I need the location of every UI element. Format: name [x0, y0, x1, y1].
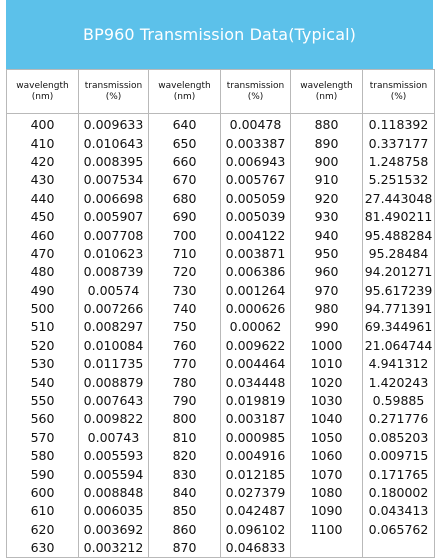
table-row: [7, 484, 435, 502]
transmission-cell: 0.011735: [79, 355, 149, 373]
column-header-label: wavelength: [16, 80, 69, 91]
wavelength-cell: 400: [7, 114, 79, 135]
table-title-bar: [6, 0, 433, 69]
transmission-cell: 0.00743: [79, 429, 149, 447]
transmission-table: [6, 69, 435, 558]
wavelength-cell: 510: [7, 318, 79, 336]
wavelength-cell: 950: [291, 245, 363, 263]
transmission-cell: 0.337177: [363, 134, 435, 152]
column-header-unit: (%): [105, 91, 122, 102]
wavelength-cell: 640: [149, 114, 221, 135]
wavelength-cell: 870: [149, 539, 221, 558]
transmission-cell: 0.042487: [221, 502, 291, 520]
transmission-cell: 0.005907: [79, 208, 149, 226]
wavelength-cell: 970: [291, 282, 363, 300]
wavelength-cell: 730: [149, 282, 221, 300]
wavelength-cell: 660: [149, 153, 221, 171]
transmission-cell: 94.201271: [363, 263, 435, 281]
transmission-cell: 0.000626: [221, 300, 291, 318]
table-row: [7, 539, 435, 558]
wavelength-cell: 410: [7, 134, 79, 152]
transmission-cell: 0.005593: [79, 447, 149, 465]
wavelength-cell: 1020: [291, 373, 363, 391]
table-row: [7, 447, 435, 465]
transmission-cell: 0.001264: [221, 282, 291, 300]
column-header-label: transmission: [226, 80, 285, 91]
wavelength-cell: 820: [149, 447, 221, 465]
wavelength-cell: 1100: [291, 521, 363, 539]
table-row: [7, 171, 435, 189]
transmission-cell: 0.027379: [221, 484, 291, 502]
table-row: [7, 429, 435, 447]
wavelength-cell: 600: [7, 484, 79, 502]
transmission-cell: 1.420243: [363, 373, 435, 391]
table-row: [7, 502, 435, 520]
wavelength-cell: 800: [149, 410, 221, 428]
transmission-cell: 95.28484: [363, 245, 435, 263]
transmission-cell: 0.008395: [79, 153, 149, 171]
table-row: [7, 153, 435, 171]
transmission-cell: 0.006386: [221, 263, 291, 281]
transmission-cell: 0.007643: [79, 392, 149, 410]
transmission-cell: 21.064744: [363, 337, 435, 355]
transmission-cell: 0.009715: [363, 447, 435, 465]
wavelength-cell: 960: [291, 263, 363, 281]
wavelength-cell: 520: [7, 337, 79, 355]
transmission-cell: 81.490211: [363, 208, 435, 226]
column-header-unit: (%): [390, 91, 407, 102]
wavelength-cell: 810: [149, 429, 221, 447]
table-body: [7, 114, 435, 558]
transmission-cell: 0.008739: [79, 263, 149, 281]
column-header-label: wavelength: [158, 80, 211, 91]
transmission-cell: 94.771391: [363, 300, 435, 318]
wavelength-cell: 560: [7, 410, 79, 428]
transmission-cell: 0.118392: [363, 114, 435, 135]
transmission-cell: 5.251532: [363, 171, 435, 189]
transmission-cell: 0.012185: [221, 465, 291, 483]
wavelength-cell: 1060: [291, 447, 363, 465]
column-header-unit: (nm): [173, 91, 196, 102]
table-row: [7, 410, 435, 428]
transmission-cell: 0.043413: [363, 502, 435, 520]
wavelength-cell: 740: [149, 300, 221, 318]
table-row: [7, 465, 435, 483]
transmission-cell: 0.171765: [363, 465, 435, 483]
transmission-cell: 0.005059: [221, 190, 291, 208]
wavelength-cell: [291, 539, 363, 558]
transmission-cell: 0.010623: [79, 245, 149, 263]
transmission-cell: 0.096102: [221, 521, 291, 539]
wavelength-cell: 530: [7, 355, 79, 373]
transmission-cell: 0.085203: [363, 429, 435, 447]
transmission-cell: 0.00574: [79, 282, 149, 300]
wavelength-cell: 670: [149, 171, 221, 189]
wavelength-cell: 770: [149, 355, 221, 373]
wavelength-cell: 720: [149, 263, 221, 281]
wavelength-cell: 890: [291, 134, 363, 152]
wavelength-cell: 430: [7, 171, 79, 189]
wavelength-cell: 710: [149, 245, 221, 263]
wavelength-cell: 490: [7, 282, 79, 300]
column-header-label: transmission: [84, 80, 143, 91]
transmission-cell: 0.006698: [79, 190, 149, 208]
table-row: [7, 226, 435, 244]
wavelength-cell: 610: [7, 502, 79, 520]
wavelength-cell: 1050: [291, 429, 363, 447]
column-header-label: wavelength: [300, 80, 353, 91]
data-sheet: [6, 0, 433, 558]
transmission-cell: 0.003387: [221, 134, 291, 152]
transmission-cell: 0.046833: [221, 539, 291, 558]
transmission-cell: 4.941312: [363, 355, 435, 373]
transmission-cell: 0.010643: [79, 134, 149, 152]
wavelength-cell: 850: [149, 502, 221, 520]
transmission-cell: 0.003871: [221, 245, 291, 263]
wavelength-cell: 900: [291, 153, 363, 171]
transmission-cell: 95.488284: [363, 226, 435, 244]
transmission-cell: 0.000985: [221, 429, 291, 447]
wavelength-cell: 650: [149, 134, 221, 152]
wavelength-cell: 570: [7, 429, 79, 447]
transmission-cell: 27.443048: [363, 190, 435, 208]
transmission-cell: 0.003212: [79, 539, 149, 558]
wavelength-cell: 1090: [291, 502, 363, 520]
column-header-unit: (nm): [31, 91, 54, 102]
wavelength-cell: 450: [7, 208, 79, 226]
transmission-cell: 0.007708: [79, 226, 149, 244]
table-row: [7, 134, 435, 152]
wavelength-cell: 980: [291, 300, 363, 318]
table-row: [7, 318, 435, 336]
transmission-cell: 0.004464: [221, 355, 291, 373]
table-row: [7, 190, 435, 208]
column-header-wavelength: [291, 70, 363, 114]
table-title: BP960 Transmission Data(Typical): [83, 25, 356, 44]
transmission-cell: 0.180002: [363, 484, 435, 502]
wavelength-cell: 750: [149, 318, 221, 336]
transmission-cell: 0.006943: [221, 153, 291, 171]
wavelength-cell: 1070: [291, 465, 363, 483]
table-row: [7, 263, 435, 281]
transmission-cell: 0.019819: [221, 392, 291, 410]
wavelength-cell: 780: [149, 373, 221, 391]
transmission-cell: 0.034448: [221, 373, 291, 391]
wavelength-cell: 420: [7, 153, 79, 171]
transmission-cell: 0.006035: [79, 502, 149, 520]
wavelength-cell: 480: [7, 263, 79, 281]
wavelength-cell: 990: [291, 318, 363, 336]
table-row: [7, 337, 435, 355]
wavelength-cell: 1080: [291, 484, 363, 502]
transmission-cell: 0.008297: [79, 318, 149, 336]
wavelength-cell: 860: [149, 521, 221, 539]
wavelength-cell: 440: [7, 190, 79, 208]
column-header-transmission: [79, 70, 149, 114]
column-header-unit: (nm): [315, 91, 338, 102]
transmission-cell: 0.004916: [221, 447, 291, 465]
transmission-cell: 0.004122: [221, 226, 291, 244]
transmission-cell: 0.008879: [79, 373, 149, 391]
table-row: [7, 245, 435, 263]
column-header-transmission: [363, 70, 435, 114]
wavelength-cell: 1040: [291, 410, 363, 428]
header-row: [7, 70, 435, 114]
wavelength-cell: 620: [7, 521, 79, 539]
wavelength-cell: 920: [291, 190, 363, 208]
transmission-cell: 0.065762: [363, 521, 435, 539]
wavelength-cell: 790: [149, 392, 221, 410]
wavelength-cell: 700: [149, 226, 221, 244]
transmission-cell: 0.00062: [221, 318, 291, 336]
table-row: [7, 282, 435, 300]
transmission-cell: 0.007534: [79, 171, 149, 189]
wavelength-cell: 940: [291, 226, 363, 244]
transmission-cell: 0.008848: [79, 484, 149, 502]
wavelength-cell: 680: [149, 190, 221, 208]
transmission-cell: 0.003692: [79, 521, 149, 539]
transmission-cell: 0.009622: [221, 337, 291, 355]
wavelength-cell: 760: [149, 337, 221, 355]
wavelength-cell: 630: [7, 539, 79, 558]
transmission-cell: 0.009633: [79, 114, 149, 135]
wavelength-cell: 1010: [291, 355, 363, 373]
wavelength-cell: 550: [7, 392, 79, 410]
transmission-cell: 0.009822: [79, 410, 149, 428]
transmission-cell: 0.59885: [363, 392, 435, 410]
transmission-cell: 0.005039: [221, 208, 291, 226]
table-row: [7, 208, 435, 226]
wavelength-cell: 910: [291, 171, 363, 189]
table-row: [7, 355, 435, 373]
transmission-cell: [363, 539, 435, 558]
table-row: [7, 373, 435, 391]
transmission-cell: 0.003187: [221, 410, 291, 428]
transmission-cell: 0.005594: [79, 465, 149, 483]
transmission-cell: 95.617239: [363, 282, 435, 300]
column-header-transmission: [221, 70, 291, 114]
table-row: [7, 300, 435, 318]
wavelength-cell: 840: [149, 484, 221, 502]
transmission-cell: 0.271776: [363, 410, 435, 428]
wavelength-cell: 930: [291, 208, 363, 226]
transmission-cell: 0.007266: [79, 300, 149, 318]
column-header-label: transmission: [369, 80, 428, 91]
wavelength-cell: 880: [291, 114, 363, 135]
wavelength-cell: 540: [7, 373, 79, 391]
wavelength-cell: 690: [149, 208, 221, 226]
wavelength-cell: 1030: [291, 392, 363, 410]
column-header-wavelength: [7, 70, 79, 114]
table-row: [7, 392, 435, 410]
transmission-cell: 0.005767: [221, 171, 291, 189]
wavelength-cell: 460: [7, 226, 79, 244]
wavelength-cell: 580: [7, 447, 79, 465]
table-row: [7, 521, 435, 539]
column-header-wavelength: [149, 70, 221, 114]
wavelength-cell: 500: [7, 300, 79, 318]
wavelength-cell: 470: [7, 245, 79, 263]
table-row: [7, 114, 435, 135]
transmission-cell: 0.00478: [221, 114, 291, 135]
wavelength-cell: 1000: [291, 337, 363, 355]
transmission-cell: 0.010084: [79, 337, 149, 355]
column-header-unit: (%): [247, 91, 264, 102]
transmission-cell: 69.344961: [363, 318, 435, 336]
wavelength-cell: 590: [7, 465, 79, 483]
wavelength-cell: 830: [149, 465, 221, 483]
transmission-cell: 1.248758: [363, 153, 435, 171]
